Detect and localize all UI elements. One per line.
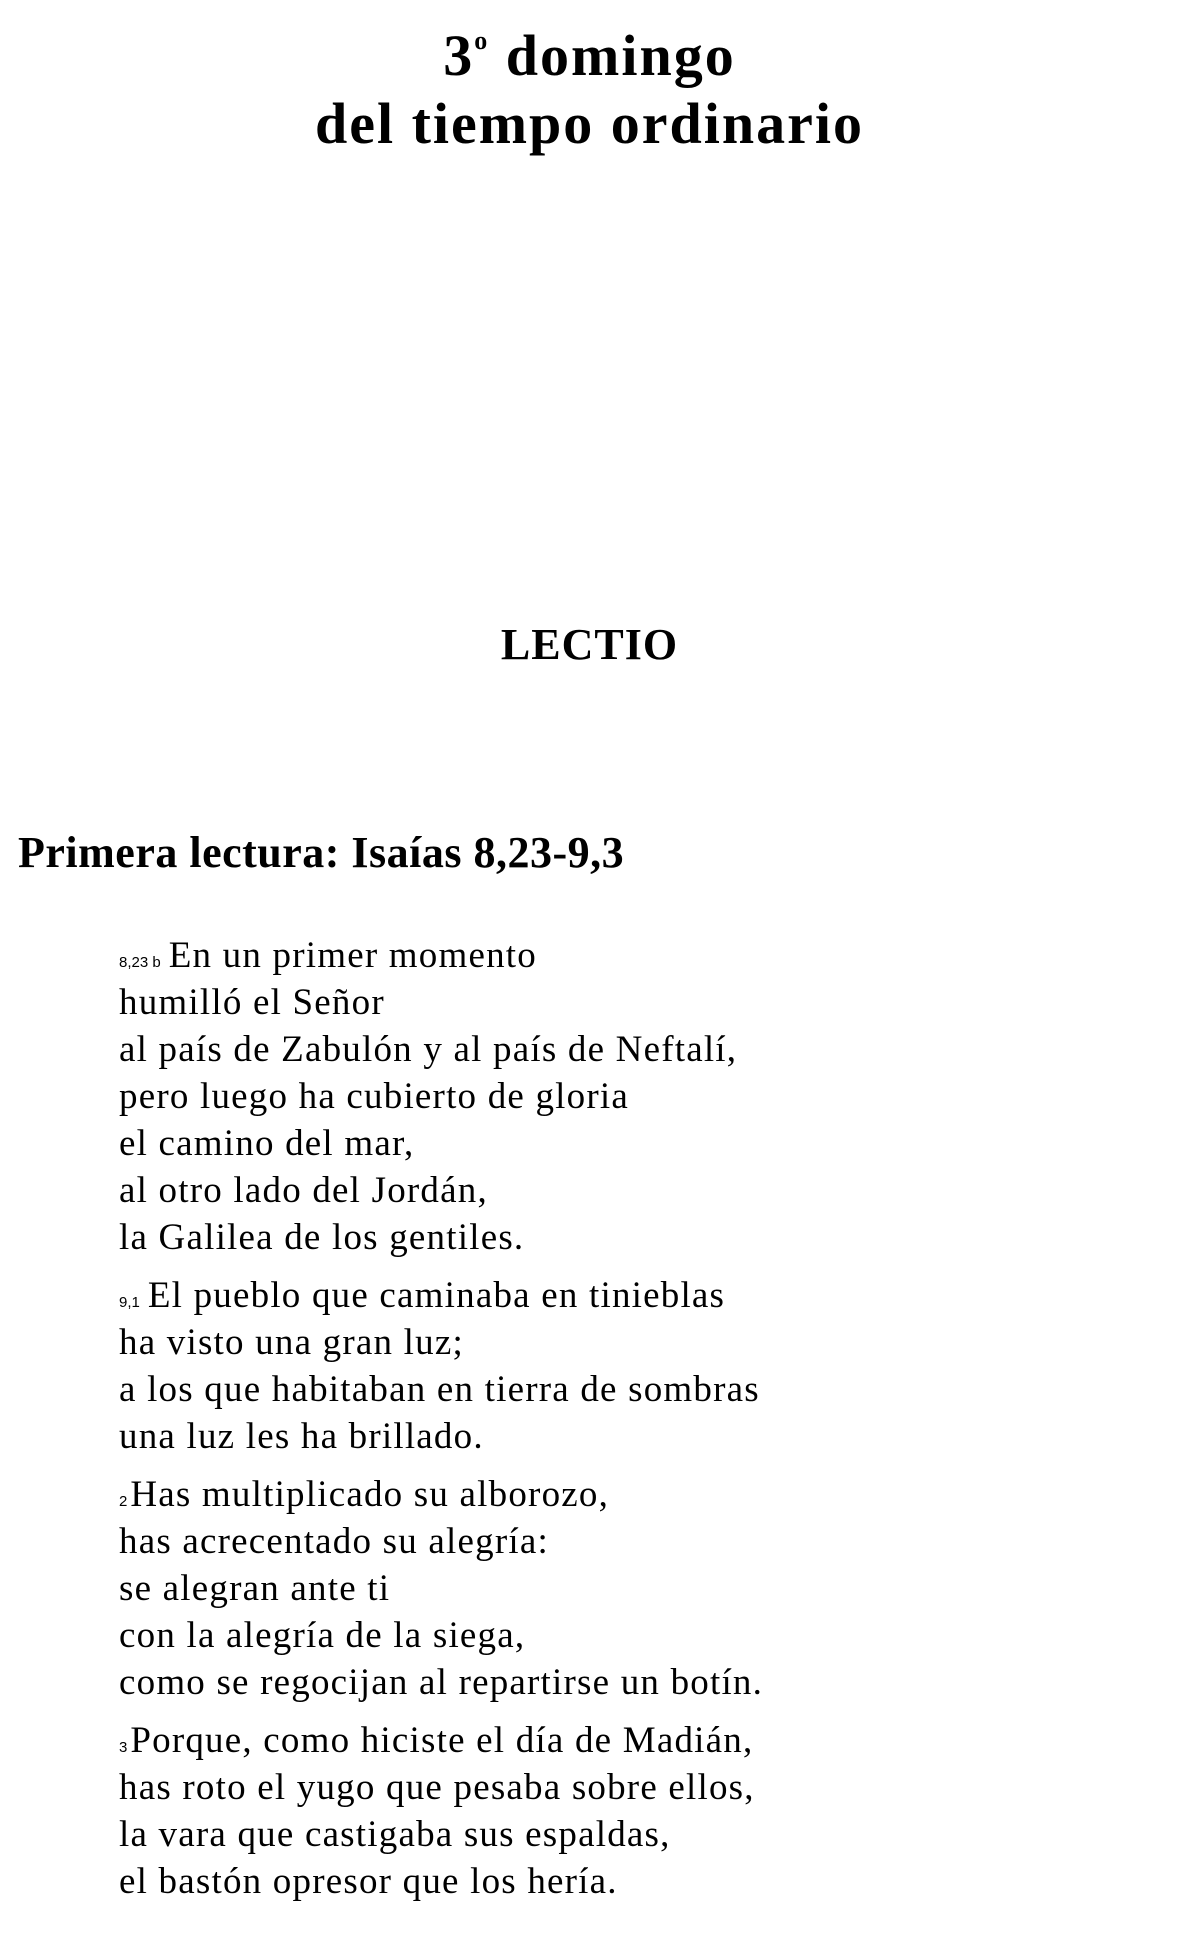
verse-line: una luz les ha brillado. bbox=[119, 1416, 484, 1457]
verse-line bbox=[119, 1717, 1159, 1764]
stanza bbox=[119, 1272, 1159, 1460]
stanza bbox=[119, 1717, 1159, 1905]
title-number: 3 bbox=[443, 23, 475, 88]
verse-text: Has multiplicado su alborozo, bbox=[130, 1474, 610, 1515]
verse-line bbox=[119, 1471, 1159, 1518]
verse-number: 9,1 bbox=[119, 1294, 140, 1311]
title-superscript: o bbox=[474, 26, 490, 55]
verse-line: ha visto una gran luz; bbox=[119, 1322, 464, 1363]
verse-line: la Galilea de los gentiles. bbox=[119, 1217, 525, 1258]
verse-line: como se regocijan al repartirse un botín. bbox=[119, 1662, 764, 1703]
page-title-line-1 bbox=[0, 22, 1179, 90]
verse-text: En un primer momento bbox=[168, 935, 537, 976]
verse-line bbox=[119, 1272, 1159, 1319]
section-heading: LECTIO bbox=[500, 620, 679, 669]
reading-title: Primera lectura: Isaías 8,23-9,3 bbox=[18, 828, 625, 877]
verse-text: Porque, como hiciste el día de Madián, bbox=[130, 1720, 754, 1761]
verse-line: se alegran ante ti bbox=[119, 1568, 391, 1609]
page-title-line-2: del tiempo ordinario bbox=[314, 91, 865, 156]
verse-line: has acrecentado su alegría: bbox=[119, 1521, 549, 1562]
verse-line bbox=[119, 932, 1159, 979]
verse-line: con la alegría de la siega, bbox=[119, 1615, 526, 1656]
stanza bbox=[119, 1471, 1159, 1706]
stanza bbox=[119, 932, 1159, 1261]
verse-number: 8,23 b bbox=[119, 954, 161, 971]
verse-number: 2 bbox=[119, 1493, 128, 1510]
verse-number: 3 bbox=[119, 1739, 128, 1756]
page-title bbox=[0, 22, 1179, 158]
verse-line: humilló el Señor bbox=[119, 982, 385, 1023]
verse-text: El pueblo que caminaba en tinieblas bbox=[147, 1275, 726, 1316]
verse-line: a los que habitaban en tierra de sombras bbox=[119, 1369, 760, 1410]
reading-text bbox=[119, 932, 1159, 1916]
verse-line: has roto el yugo que pesaba sobre ellos, bbox=[119, 1767, 755, 1808]
verse-line: el bastón opresor que los hería. bbox=[119, 1861, 618, 1902]
verse-line: al otro lado del Jordán, bbox=[119, 1170, 488, 1211]
verse-line: al país de Zabulón y al país de Neftalí, bbox=[119, 1029, 738, 1070]
verse-line: el camino del mar, bbox=[119, 1123, 415, 1164]
title-word: domingo bbox=[505, 23, 736, 88]
verse-line: la vara que castigaba sus espaldas, bbox=[119, 1814, 671, 1855]
verse-line: pero luego ha cubierto de gloria bbox=[119, 1076, 629, 1117]
